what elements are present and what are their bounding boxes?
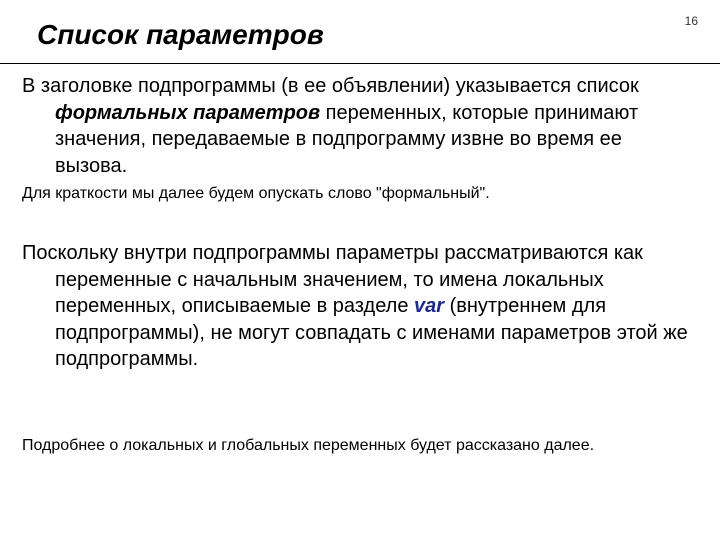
keyword-var: var [414, 295, 445, 317]
paragraph-text: переменных, которые принимают значения, передаваемые в подпрограмму извне во время ее вызова. [55, 101, 639, 177]
paragraph-formal-parameters [22, 73, 698, 179]
slide-title: Список параметров [37, 19, 324, 50]
paragraph-text: (внутреннем для подпрограммы), не могут совпадать с именами параметров этой же подпрограммы. [55, 295, 688, 370]
paragraph-text: В заголовке подпрограммы (в ее объявлении) указывается список [22, 75, 639, 97]
paragraph-more-later-note: Подробнее о локальных и глобальных переменных будет рассказано далее. [22, 437, 595, 454]
paragraph-brevity-note: Для краткости мы далее будем опускать слово "формальный". [22, 185, 490, 202]
title-divider [0, 63, 720, 64]
page-number: 16 [684, 14, 698, 28]
paragraph-text: Поскольку внутри подпрограммы параметры рассматриваются как переменные с начальным значением, то имена локальных переменных, описываемые в разделе [22, 242, 643, 317]
term-formal-parameters: формальных параметров [55, 101, 321, 124]
paragraph-local-variables [22, 240, 698, 373]
